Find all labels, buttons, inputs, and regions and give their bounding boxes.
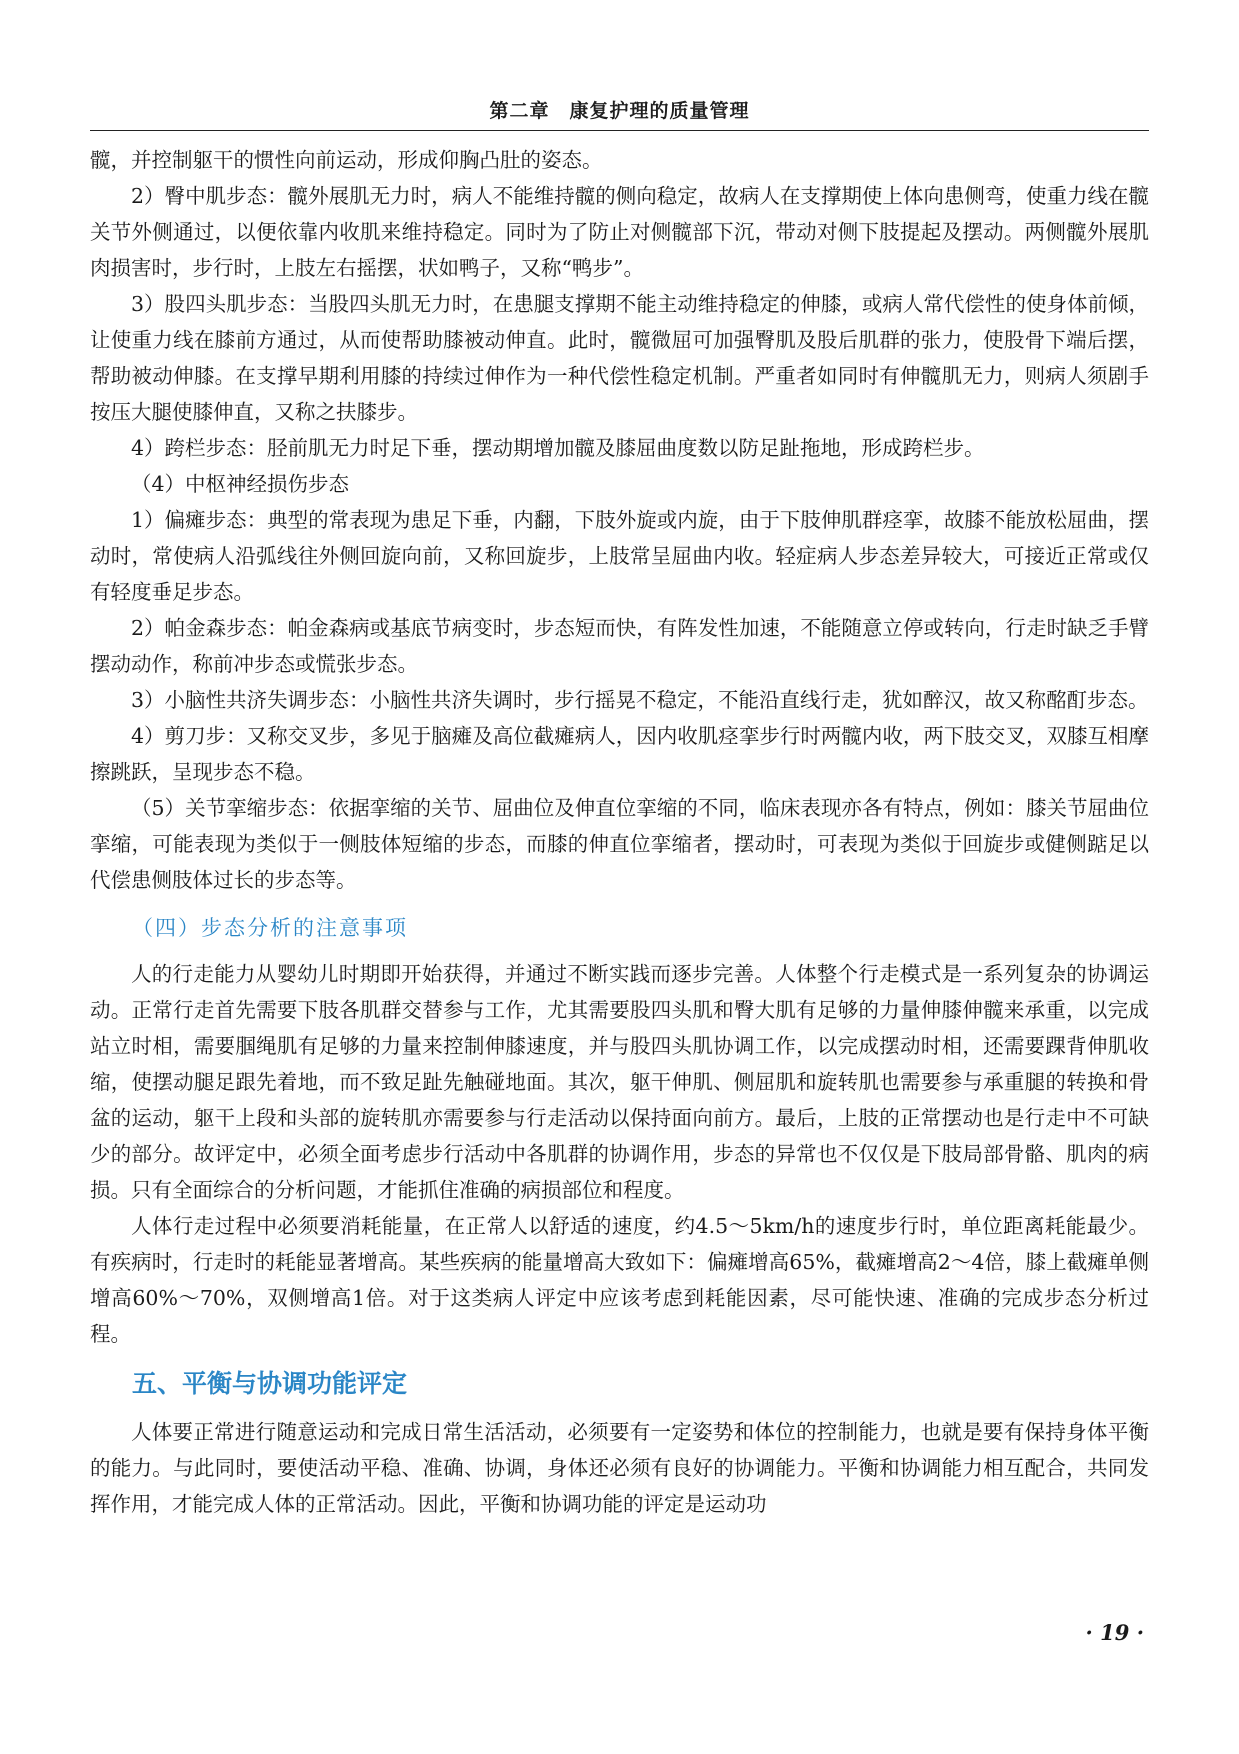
page-body — [90, 142, 1149, 1522]
paragraph: 4）剪刀步：又称交叉步，多见于脑瘫及高位截瘫病人，因内收肌痉挛步行时两髋内收，两下肢交叉，双膝互相摩擦跳跃，呈现步态不稳。 — [90, 724, 1149, 784]
paragraph: 人体要正常进行随意运动和完成日常生活活动，必须要有一定姿势和体位的控制能力，也就是要有保持身体平衡的能力。与此同时，要使活动平稳、准确、协调，身体还必须有良好的协调能力。平衡和协调能力相互配合，共同发挥作用，才能完成人体的正常活动。因此，平衡和协调功能的评定是运动功 — [90, 1420, 1149, 1516]
paragraph: 1）偏瘫步态：典型的常表现为患足下垂，内翻，下肢外旋或内旋，由于下肢伸肌群痉挛，故膝不能放松屈曲，摆动时，常使病人沿弧线往外侧回旋向前，又称回旋步，上肢常呈屈曲内收。轻症病人步态差异较大，可接近正常或仅有轻度垂足步态。 — [90, 508, 1149, 604]
page-number: · 19 · — [1085, 1620, 1144, 1645]
paragraph: 3）股四头肌步态：当股四头肌无力时，在患腿支撑期不能主动维持稳定的伸膝，或病人常代偿性的使身体前倾，让使重力线在膝前方通过，从而使帮助膝被动伸直。此时，髋微屈可加强臀肌及股后肌群的张力，使股骨下端后摆，帮助被动伸膝。在支撑早期利用膝的持续过伸作为一种代偿性稳定机制。严重者如同时有伸髋肌无力，则病人须剧手按压大腿使膝伸直，又称之扶膝步。 — [90, 292, 1149, 424]
running-header: 第二章 康复护理的质量管理 — [489, 100, 750, 122]
subsection-heading: （四）步态分析的注意事项 — [132, 916, 408, 940]
header-divider — [90, 130, 1149, 131]
section-heading: 五、平衡与协调功能评定 — [132, 1369, 408, 1398]
paragraph: （4）中枢神经损伤步态 — [131, 472, 350, 496]
paragraph: 2）帕金森步态：帕金森病或基底节病变时，步态短而快，有阵发性加速，不能随意立停或转向，行走时缺乏手臂摆动动作，称前冲步态或慌张步态。 — [90, 616, 1149, 676]
paragraph: 人的行走能力从婴幼儿时期即开始获得，并通过不断实践而逐步完善。人体整个行走模式是一系列复杂的协调运动。正常行走首先需要下肢各肌群交替参与工作，尤其需要股四头肌和臀大肌有足够的力量伸膝伸髋来承重，以完成站立时相，需要腘绳肌有足够的力量来控制伸膝速度，并与股四头肌协调工作，以完成摆动时相，还需要踝背伸肌收缩，使摆动腿足跟先着地，而不致足趾先触碰地面。其次，躯干伸肌、侧屈肌和旋转肌也需要参与承重腿的转换和骨盆的运动，躯干上段和头部的旋转肌亦需要参与行走活动以保持面向前方。最后，上肢的正常摆动也是行走中不可缺少的部分。故评定中，必须全面考虑步行活动中各肌群的协调作用，步态的异常也不仅仅是下肢局部骨骼、肌肉的病损。只有全面综合的分析问题，才能抓住准确的病损部位和程度。 — [90, 962, 1149, 1202]
paragraph: 2）臀中肌步态：髋外展肌无力时，病人不能维持髋的侧向稳定，故病人在支撑期使上体向患侧弯，使重力线在髋关节外侧通过，以便依靠内收肌来维持稳定。同时为了防止对侧髋部下沉，带动对侧下肢提起及摆动。两侧髋外展肌肉损害时，步行时，上肢左右摇摆，状如鸭子，又称“鸭步”。 — [90, 184, 1149, 280]
paragraph: 3）小脑性共济失调步态：小脑性共济失调时，步行摇晃不稳定，不能沿直线行走，犹如醉汉，故又称酩酊步态。 — [131, 688, 1149, 712]
paragraph: 髋，并控制躯干的惯性向前运动，形成仰胸凸肚的姿态。 — [90, 148, 603, 172]
paragraph: 4）跨栏步态：胫前肌无力时足下垂，摆动期增加髋及膝屈曲度数以防足趾拖地，形成跨栏步。 — [131, 436, 985, 460]
paragraph: （5）关节挛缩步态：依据挛缩的关节、屈曲位及伸直位挛缩的不同，临床表现亦各有特点，例如：膝关节屈曲位挛缩，可能表现为类似于一侧肢体短缩的步态，而膝的伸直位挛缩者，摆动时，可表现为类似于回旋步或健侧踮足以代偿患侧肢体过长的步态等。 — [90, 796, 1149, 892]
paragraph: 人体行走过程中必须要消耗能量，在正常人以舒适的速度，约4.5～5km/h的速度步行时，单位距离耗能最少。有疾病时，行走时的耗能显著增高。某些疾病的能量增高大致如下：偏瘫增高65%，截瘫增高2～4倍，膝上截瘫单侧增高60%～70%，双侧增高1倍。对于这类病人评定中应该考虑到耗能因素，尽可能快速、准确的完成步态分析过程。 — [90, 1214, 1149, 1346]
